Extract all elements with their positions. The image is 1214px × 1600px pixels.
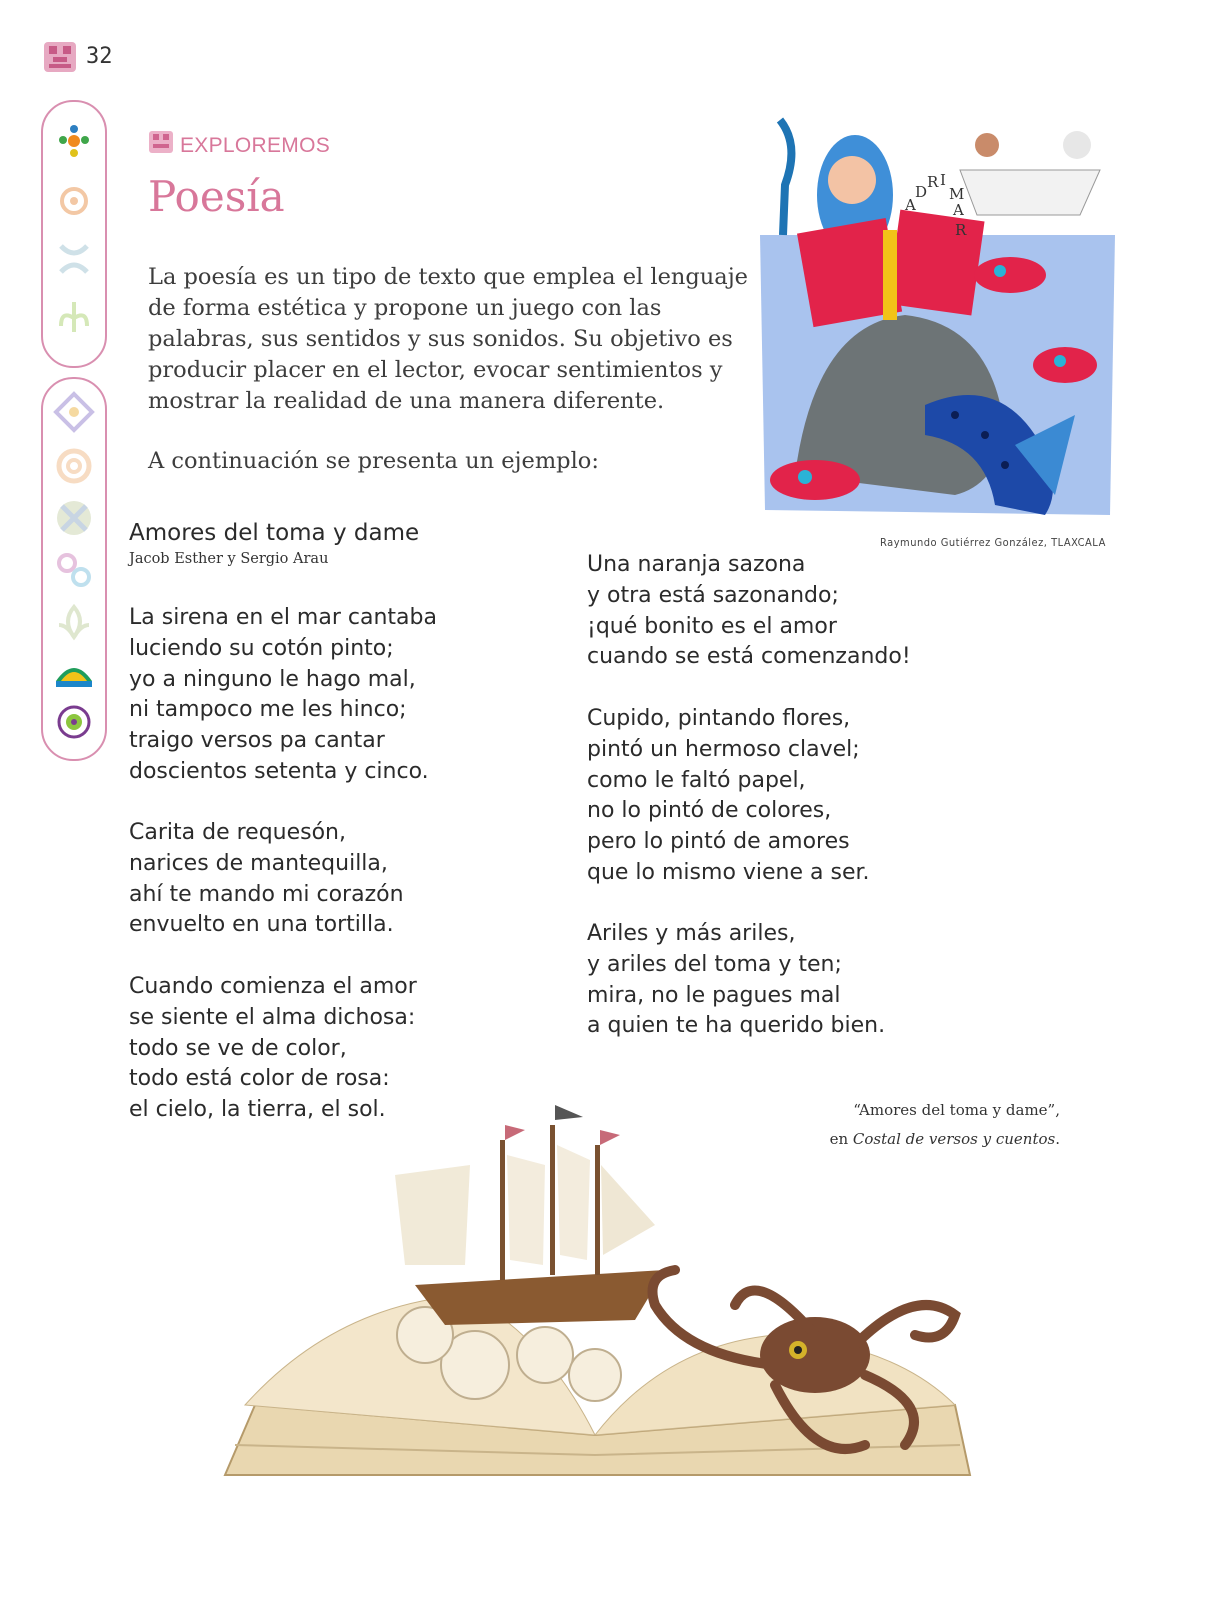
verse-line: todo está color de rosa: bbox=[129, 1066, 390, 1092]
progress-tracker-top bbox=[41, 100, 107, 368]
verse-line: traigo versos pa cantar bbox=[129, 728, 385, 754]
page-number: 32 bbox=[86, 44, 113, 69]
verse-line: envuelto en una tortilla. bbox=[129, 912, 394, 938]
verse-line: doscientos setenta y cinco. bbox=[129, 758, 429, 784]
poem-stanza bbox=[129, 603, 437, 788]
page-title: Poesía bbox=[148, 172, 285, 221]
source-title: “Amores del toma y dame”, bbox=[853, 1101, 1060, 1119]
verse-line: cuando se está comenzando! bbox=[587, 644, 911, 670]
people-icon bbox=[53, 238, 95, 280]
leaf-figure-icon bbox=[53, 296, 95, 338]
letter: A bbox=[953, 201, 964, 219]
poem-stanza bbox=[587, 550, 911, 673]
verse-line: pero lo pintó de amores bbox=[587, 829, 850, 855]
verse-line: mira, no le pagues mal bbox=[587, 982, 841, 1008]
illustration-credit: Raymundo Gutiérrez González, TLAXCALA bbox=[880, 536, 1106, 549]
ship-octopus-book-illustration bbox=[215, 1105, 975, 1485]
cross-circle-icon bbox=[53, 497, 95, 539]
letter: R bbox=[927, 173, 939, 191]
intro-line: palabras, sus sentidos y sus sonidos. Su objetivo es bbox=[148, 326, 733, 352]
section-label: EXPLOREMOS bbox=[180, 134, 331, 157]
verse-line: narices de mantequilla, bbox=[129, 850, 388, 876]
verse-line: y otra está sazonando; bbox=[587, 582, 839, 608]
intro-line: de forma estética y propone un juego con las bbox=[148, 295, 662, 321]
letter: A bbox=[905, 196, 916, 214]
codex-icon bbox=[148, 130, 174, 154]
poem-stanza bbox=[587, 704, 870, 889]
verse-line: Cuando comienza el amor bbox=[129, 974, 417, 999]
verse-line: ¡qué bonito es el amor bbox=[587, 613, 837, 639]
verse-line: yo a ninguno le hago mal, bbox=[129, 666, 416, 692]
codex-logo-icon bbox=[42, 40, 78, 74]
intro-line: producir placer en el lector, evocar sentimientos y bbox=[148, 357, 723, 383]
lotus-icon bbox=[53, 601, 95, 643]
seeds-icon bbox=[53, 120, 95, 162]
source-suffix: . bbox=[1055, 1130, 1060, 1148]
verse-line: como le faltó papel, bbox=[587, 767, 806, 793]
verse-line: pintó un hermoso clavel; bbox=[587, 736, 860, 762]
verse-line: Una naranja sazona bbox=[587, 552, 806, 577]
letter: D bbox=[915, 183, 928, 201]
intro-line: La poesía es un tipo de texto que emplea el lenguaje bbox=[148, 264, 748, 290]
rainbow-icon bbox=[53, 653, 95, 695]
verse-line: La sirena en el mar cantaba bbox=[129, 605, 437, 630]
source-prefix: en bbox=[829, 1130, 853, 1148]
source-book: Costal de versos y cuentos bbox=[852, 1130, 1056, 1148]
poem-authors: Jacob Esther y Sergio Arau bbox=[129, 551, 329, 567]
example-intro: A continuación se presenta un ejemplo: bbox=[148, 448, 599, 474]
verse-line: todo se ve de color, bbox=[129, 1035, 347, 1061]
intro-line: mostrar la realidad de una manera diferente. bbox=[148, 388, 665, 414]
mermaid-reading-illustration bbox=[755, 115, 1115, 525]
verse-line: y ariles del toma y ten; bbox=[587, 951, 842, 977]
flower-sun-icon bbox=[53, 701, 95, 743]
verse-line: Cupido, pintando flores, bbox=[587, 706, 851, 731]
letter: R bbox=[955, 221, 967, 239]
poem-stanza bbox=[129, 818, 404, 941]
verse-line: que lo mismo viene a ser. bbox=[587, 859, 870, 885]
poem-stanza bbox=[129, 972, 417, 1126]
verse-line: el cielo, la tierra, el sol. bbox=[129, 1097, 386, 1123]
verse-line: ni tampoco me les hinco; bbox=[129, 697, 407, 723]
verse-line: no lo pintó de colores, bbox=[587, 798, 832, 824]
poem-stanza bbox=[587, 919, 885, 1042]
letter: M bbox=[949, 185, 965, 203]
verse-line: Ariles y más ariles, bbox=[587, 921, 796, 946]
chain-icon bbox=[53, 549, 95, 591]
poem-title: Amores del toma y dame bbox=[129, 520, 420, 546]
spiral-icon bbox=[53, 445, 95, 487]
letter: I bbox=[940, 171, 946, 189]
verse-line: a quien te ha querido bien. bbox=[587, 1013, 886, 1039]
verse-line: se siente el alma dichosa: bbox=[129, 1004, 416, 1030]
verse-line: ahí te mando mi corazón bbox=[129, 881, 404, 907]
intro-paragraph bbox=[148, 262, 748, 417]
verse-line: luciendo su cotón pinto; bbox=[129, 635, 394, 661]
star-diamond-icon bbox=[53, 391, 95, 433]
sun-figure-icon bbox=[53, 180, 95, 222]
progress-tracker-bottom bbox=[41, 377, 107, 761]
verse-line: Carita de requesón, bbox=[129, 820, 346, 845]
